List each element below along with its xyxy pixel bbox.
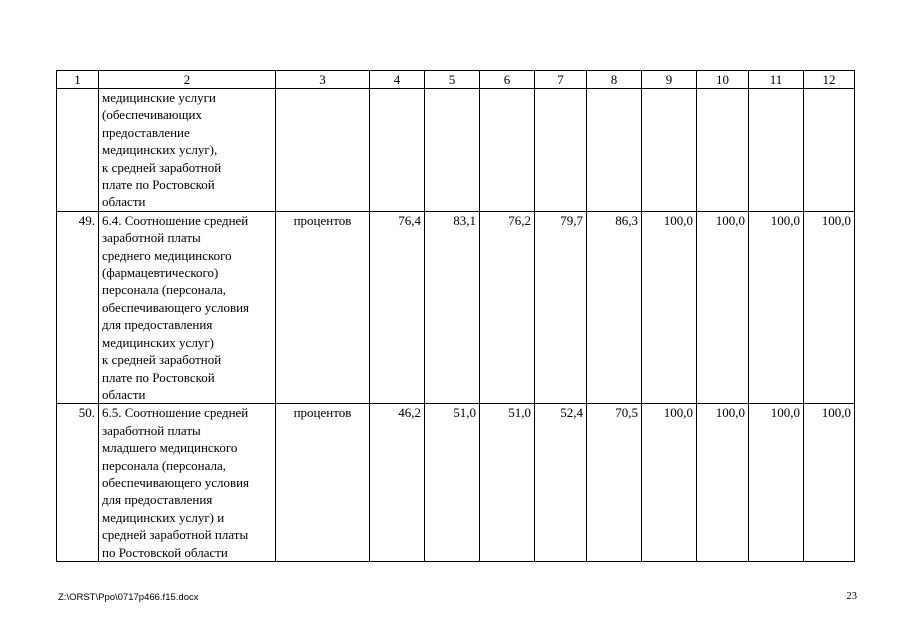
footer-file-path: Z:\ORST\Ppo\0717p466.f15.docx — [58, 592, 199, 603]
value-cell: 51,0 — [425, 404, 480, 562]
value-cell: 100,0 — [749, 404, 804, 562]
value-cell: 79,7 — [535, 211, 587, 403]
indicator-name: медицинские услуги (обеспечивающих предоставление медицинских услуг), к средней заработной плате по Ростовской области — [99, 89, 276, 212]
table-row — [57, 89, 855, 212]
page-number: 23 — [846, 591, 857, 602]
table-row — [57, 211, 855, 403]
value-cell: 100,0 — [642, 404, 697, 562]
header-cell: 12 — [804, 71, 855, 89]
value-cell — [425, 89, 480, 212]
header-row — [57, 71, 855, 89]
value-cell — [804, 89, 855, 212]
row-number: 50. — [57, 404, 99, 562]
value-cell — [370, 89, 425, 212]
value-cell — [697, 89, 749, 212]
header-cell: 11 — [749, 71, 804, 89]
value-cell: 100,0 — [804, 404, 855, 562]
value-cell: 46,2 — [370, 404, 425, 562]
header-cell: 10 — [697, 71, 749, 89]
header-cell: 7 — [535, 71, 587, 89]
unit-cell: процентов — [276, 404, 370, 562]
value-cell — [642, 89, 697, 212]
header-cell: 3 — [276, 71, 370, 89]
value-cell: 86,3 — [587, 211, 642, 403]
value-cell: 51,0 — [480, 404, 535, 562]
value-cell: 100,0 — [804, 211, 855, 403]
indicator-name: 6.4. Соотношение средней заработной платы среднего медицинского (фармацевтического) персонала (персонала, обеспечивающего условия для предоставления медицинских услуг) к средней заработной плате по Ростовской области — [99, 211, 276, 403]
unit-cell: процентов — [276, 211, 370, 403]
header-cell: 8 — [587, 71, 642, 89]
value-cell: 100,0 — [697, 211, 749, 403]
value-cell: 100,0 — [642, 211, 697, 403]
header-cell: 2 — [99, 71, 276, 89]
value-cell: 52,4 — [535, 404, 587, 562]
indicator-name: 6.5. Соотношение средней заработной платы младшего медицинского персонала (персонала, обеспечивающего условия для предоставления медицинских услуг) и средней заработной платы по Ростовской области — [99, 404, 276, 562]
value-cell — [535, 89, 587, 212]
header-cell: 5 — [425, 71, 480, 89]
table-row — [57, 404, 855, 562]
value-cell — [749, 89, 804, 212]
row-number: 49. — [57, 211, 99, 403]
header-cell: 1 — [57, 71, 99, 89]
data-table — [56, 70, 855, 562]
value-cell: 100,0 — [749, 211, 804, 403]
row-number — [57, 89, 99, 212]
value-cell — [480, 89, 535, 212]
value-cell: 100,0 — [697, 404, 749, 562]
value-cell: 76,4 — [370, 211, 425, 403]
unit-cell — [276, 89, 370, 212]
header-cell: 9 — [642, 71, 697, 89]
value-cell: 76,2 — [480, 211, 535, 403]
value-cell: 70,5 — [587, 404, 642, 562]
value-cell: 83,1 — [425, 211, 480, 403]
value-cell — [587, 89, 642, 212]
header-cell: 6 — [480, 71, 535, 89]
header-cell: 4 — [370, 71, 425, 89]
